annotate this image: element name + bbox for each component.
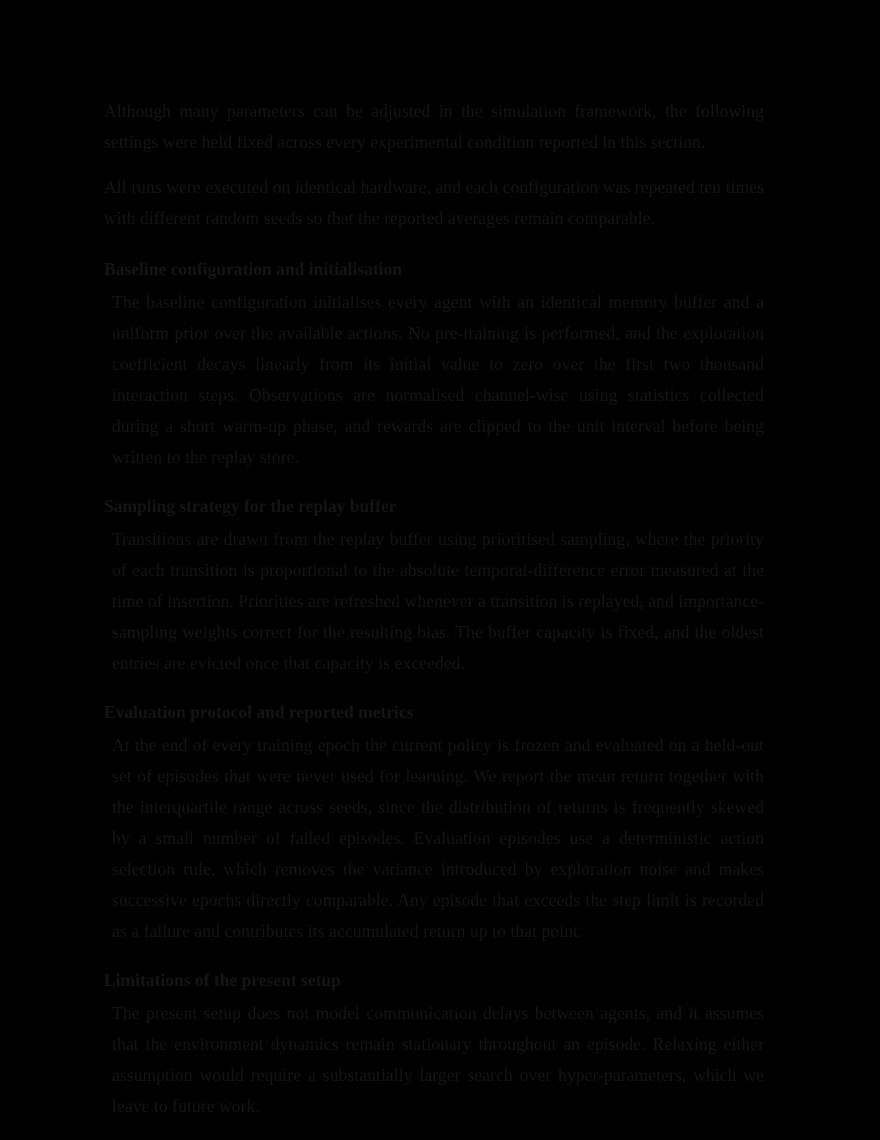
section-block-3: [104, 697, 764, 947]
section-body-2: Transitions are drawn from the replay buffer using prioritised sampling, where the priority of each transition is proportional to the absolute temporal-difference error measured at the time of insertion. Priorities are refreshed whenever a transition is replayed, and importance-sampling weights correct for the resulting bias. The buffer capacity is fixed, and the oldest entries are evicted once that capacity is exceeded.: [112, 529, 764, 673]
section-heading-1: Baseline configuration and initialisation: [104, 259, 403, 279]
section-heading-2: Sampling strategy for the replay buffer: [104, 496, 397, 516]
section-body-4: The present setup does not model communication delays between agents, and it assumes that the environment dynamics remain stationary throughout an episode. Relaxing either assumption would require a substantially larger search over hyper-parameters, which we leave to future work.: [112, 1003, 764, 1116]
section-heading-4: Limitations of the present setup: [104, 970, 341, 990]
section-block-1: [104, 254, 764, 473]
intro-paragraph-1: Although many parameters can be adjusted in the simulation framework, the following settings were held fixed across every experimental condition reported in this section.: [104, 101, 764, 152]
section-body-1: The baseline configuration initialises every agent with an identical memory buffer and a uniform prior over the available actions. No pre-training is performed, and the exploration coefficient decays linearly from its initial value to zero over the first two thousand interaction steps. Observations are normalised channel-wise using statistics collected during a short warm-up phase, and rewards are clipped to the unit interval before being written to the replay store.: [112, 292, 764, 467]
section-body-3: At the end of every training epoch the current policy is frozen and evaluated on a held-out set of episodes that were never used for learning. We report the mean return together with the interquartile range across seeds, since the distribution of returns is frequently skewed by a small number of failed episodes. Evaluation episodes use a deterministic action selection rule, which removes the variance introduced by exploration noise and makes successive epochs directly comparable. Any episode that exceeds the step limit is recorded as a failure and contributes its accumulated return up to that point.: [112, 735, 764, 941]
intro-paragraph-2: All runs were executed on identical hardware, and each configuration was repeated ten times with different random seeds so that the reported averages remain comparable.: [104, 177, 764, 228]
section-block-4: [104, 965, 764, 1122]
document-body: [104, 96, 764, 1140]
section-heading-3: Evaluation protocol and reported metrics: [104, 702, 414, 722]
section-block-2: [104, 491, 764, 679]
